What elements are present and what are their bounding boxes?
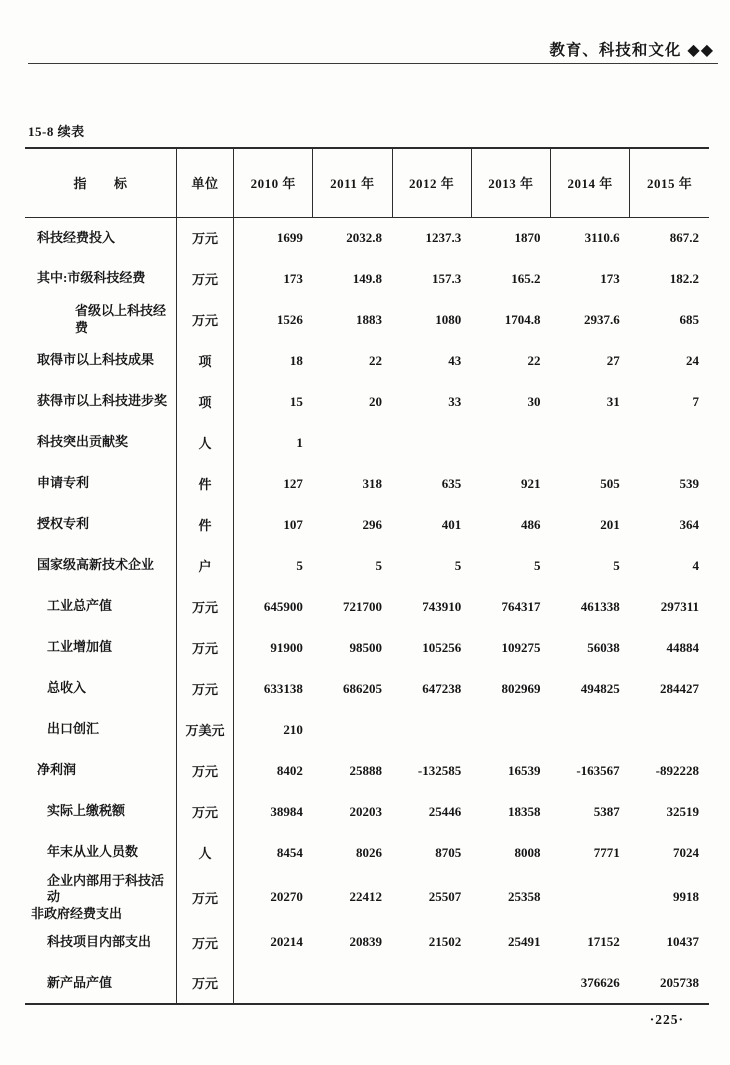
- value-cell: 20203: [349, 803, 383, 819]
- indicator-label-line1: 其中:市级科技经费: [37, 270, 146, 286]
- unit-cell: 万元: [176, 963, 233, 1004]
- table-row: [25, 381, 709, 422]
- table-row: [25, 922, 709, 963]
- value-cell: 8402: [276, 762, 303, 778]
- value-cell: 9918: [673, 889, 699, 905]
- value-cell: 1870: [514, 229, 541, 245]
- column-header-0: 指 标: [25, 148, 176, 217]
- table-row: [25, 545, 709, 586]
- value-cell: 7024: [673, 844, 699, 860]
- value-cell: [313, 422, 392, 463]
- value-cell: 7: [692, 393, 699, 409]
- table-header: [25, 148, 709, 217]
- value-cell: 5: [375, 557, 383, 573]
- value-cell: 20270: [270, 889, 303, 905]
- indicator-label-line1: 获得市以上科技进步奖: [37, 393, 168, 409]
- value-cell: 5: [454, 557, 462, 573]
- value-cell: 205738: [660, 974, 699, 990]
- indicator-label: [25, 586, 176, 627]
- value-cell: 635: [441, 475, 462, 491]
- indicator-label-line1: 年末从业人员数: [47, 844, 139, 860]
- value-cell: 43: [448, 352, 462, 368]
- value-cell: 5387: [593, 803, 620, 819]
- value-cell: 4: [692, 557, 699, 573]
- indicator-label-line1: 出口创汇: [47, 721, 100, 737]
- value-cell: 376626: [580, 974, 620, 990]
- indicator-label: [25, 922, 176, 963]
- indicator-label: [25, 217, 176, 258]
- column-header-6: 2014 年: [550, 148, 629, 217]
- value-cell: 802969: [501, 680, 541, 696]
- unit-cell: 件: [176, 504, 233, 545]
- value-cell: 647238: [422, 680, 462, 696]
- value-cell: 22412: [349, 889, 383, 905]
- running-head-title: 教育、科技和文化: [549, 42, 682, 59]
- value-cell: 25446: [428, 803, 462, 819]
- table-row: [25, 586, 709, 627]
- value-cell: 91900: [270, 639, 303, 655]
- indicator-label-line1: 申请专利: [37, 475, 90, 491]
- indicator-label: [25, 258, 176, 299]
- unit-cell: 人: [176, 832, 233, 873]
- value-cell: [392, 709, 471, 750]
- unit-cell: 万元: [176, 791, 233, 832]
- indicator-label-line1: 总收入: [47, 680, 87, 696]
- value-cell: 1704.8: [504, 311, 541, 327]
- value-cell: [471, 709, 550, 750]
- value-cell: 7771: [593, 844, 620, 860]
- unit-cell: 万元: [176, 668, 233, 709]
- value-cell: 201: [600, 516, 620, 532]
- value-cell: 107: [283, 516, 303, 532]
- value-cell: [392, 422, 471, 463]
- indicator-label-line1: 科技经费投入: [37, 229, 116, 245]
- indicator-label-line1: 省级以上科技经费: [75, 303, 167, 335]
- value-cell: 44884: [666, 639, 699, 655]
- value-cell: 25507: [428, 889, 462, 905]
- value-cell: 1699: [276, 229, 303, 245]
- unit-cell: 户: [176, 545, 233, 586]
- unit-cell: 人: [176, 422, 233, 463]
- value-cell: 173: [600, 270, 620, 286]
- unit-cell: 万元: [176, 873, 233, 922]
- indicator-label-line1: 科技项目内部支出: [47, 934, 152, 950]
- value-cell: 18358: [507, 803, 541, 819]
- value-cell: 5: [533, 557, 541, 573]
- indicator-label: [25, 750, 176, 791]
- value-cell: -132585: [417, 762, 462, 778]
- value-cell: [550, 873, 629, 922]
- indicator-label: [25, 832, 176, 873]
- value-cell: 1080: [435, 311, 462, 327]
- indicator-label-line1: 新产品产值: [47, 974, 113, 990]
- value-cell: 1883: [356, 311, 383, 327]
- running-head: [549, 38, 714, 60]
- indicator-label: [25, 504, 176, 545]
- indicator-label: [25, 627, 176, 668]
- value-cell: 30: [527, 393, 541, 409]
- table-row: [25, 340, 709, 381]
- indicator-label-line1: 科技突出贡献奖: [37, 434, 129, 450]
- value-cell: [471, 963, 550, 1004]
- table-row: [25, 463, 709, 504]
- indicator-label-line1: 工业总产值: [47, 598, 113, 614]
- table-row: [25, 422, 709, 463]
- indicator-label-line1: 工业增加值: [47, 639, 113, 655]
- unit-cell: 万元: [176, 627, 233, 668]
- value-cell: 20839: [349, 934, 383, 950]
- value-cell: 165.2: [511, 270, 541, 286]
- value-cell: 364: [679, 516, 699, 532]
- value-cell: [630, 422, 709, 463]
- table-row: [25, 668, 709, 709]
- indicator-label: [25, 873, 176, 922]
- value-cell: 486: [520, 516, 541, 532]
- table-row: [25, 709, 709, 750]
- value-cell: 5: [613, 557, 620, 573]
- value-cell: [630, 709, 709, 750]
- column-header-1: 单位: [176, 148, 233, 217]
- value-cell: 20: [369, 393, 383, 409]
- indicator-label-line1: 取得市以上科技成果: [37, 352, 155, 368]
- value-cell: 8705: [435, 844, 462, 860]
- value-cell: 31: [606, 393, 620, 409]
- value-cell: 8026: [356, 844, 383, 860]
- value-cell: 38984: [270, 803, 303, 819]
- value-cell: 109275: [501, 639, 541, 655]
- value-cell: 867.2: [669, 229, 699, 245]
- value-cell: [550, 422, 629, 463]
- table-row: [25, 873, 709, 922]
- value-cell: 127: [283, 475, 303, 491]
- unit-cell: 项: [176, 381, 233, 422]
- value-cell: [313, 709, 392, 750]
- value-cell: 157.3: [432, 270, 462, 286]
- value-cell: 33: [448, 393, 462, 409]
- indicator-label-line1: 净利润: [37, 762, 77, 778]
- indicator-label: [25, 299, 176, 340]
- value-cell: 56038: [587, 639, 620, 655]
- unit-cell: 万元: [176, 922, 233, 963]
- value-cell: -892228: [655, 762, 699, 778]
- value-cell: 764317: [501, 598, 541, 614]
- value-cell: 98500: [349, 639, 383, 655]
- value-cell: 505: [600, 475, 620, 491]
- column-header-3: 2011 年: [313, 148, 392, 217]
- indicator-label: [25, 463, 176, 504]
- value-cell: 645900: [263, 598, 303, 614]
- value-cell: 8008: [514, 844, 541, 860]
- value-cell: 284427: [660, 680, 699, 696]
- value-cell: 8454: [276, 844, 303, 860]
- value-cell: 539: [679, 475, 699, 491]
- value-cell: 5: [296, 557, 303, 573]
- table-row: [25, 258, 709, 299]
- table-row: [25, 750, 709, 791]
- indicator-label: [25, 340, 176, 381]
- value-cell: 2032.8: [346, 229, 383, 245]
- column-header-5: 2013 年: [471, 148, 550, 217]
- value-cell: 22: [369, 352, 383, 368]
- value-cell: 318: [362, 475, 383, 491]
- value-cell: [313, 963, 392, 1004]
- value-cell: 2937.6: [583, 311, 620, 327]
- value-cell: 15: [289, 393, 303, 409]
- value-cell: 182.2: [669, 270, 699, 286]
- column-header-4: 2012 年: [392, 148, 471, 217]
- indicator-label: [25, 422, 176, 463]
- unit-cell: 万元: [176, 586, 233, 627]
- value-cell: 297311: [660, 598, 699, 614]
- indicator-label-line1: 企业内部用于科技活动: [47, 873, 165, 905]
- diamond-marks-icon: ◆◆: [687, 42, 714, 59]
- value-cell: 20214: [270, 934, 303, 950]
- value-cell: 105256: [422, 639, 462, 655]
- indicator-label-line1: 授权专利: [37, 516, 90, 532]
- statistics-table: [25, 147, 709, 1005]
- indicator-label: [25, 791, 176, 832]
- unit-cell: 万元: [176, 299, 233, 340]
- table-row: [25, 832, 709, 873]
- unit-cell: 项: [176, 340, 233, 381]
- value-cell: 25358: [507, 889, 541, 905]
- value-cell: 685: [679, 311, 699, 327]
- value-cell: 1526: [276, 311, 303, 327]
- unit-cell: 件: [176, 463, 233, 504]
- value-cell: 686205: [343, 680, 383, 696]
- indicator-label: [25, 963, 176, 1004]
- value-cell: 17152: [587, 934, 620, 950]
- unit-cell: 万美元: [176, 709, 233, 750]
- value-cell: 21502: [428, 934, 462, 950]
- indicator-label: [25, 381, 176, 422]
- unit-cell: 万元: [176, 258, 233, 299]
- table-row: [25, 299, 709, 340]
- value-cell: 743910: [422, 598, 462, 614]
- column-header-2: 2010 年: [234, 148, 313, 217]
- table-row: [25, 217, 709, 258]
- value-cell: 173: [283, 270, 303, 286]
- table-caption: 15-8 续表: [28, 124, 85, 139]
- table-row: [25, 627, 709, 668]
- table-row: [25, 963, 709, 1004]
- value-cell: 24: [686, 352, 699, 368]
- table-header-row: [25, 148, 709, 217]
- indicator-label-line1: 国家级高新技术企业: [37, 557, 155, 573]
- value-cell: 16539: [507, 762, 541, 778]
- value-cell: 32519: [666, 803, 699, 819]
- value-cell: 3110.6: [584, 229, 620, 245]
- table-row: [25, 791, 709, 832]
- value-cell: -163567: [576, 762, 620, 778]
- indicator-label-line2: 非政府经费支出: [31, 905, 123, 921]
- value-cell: 296: [362, 516, 383, 532]
- value-cell: 25491: [507, 934, 541, 950]
- value-cell: 1237.3: [425, 229, 462, 245]
- value-cell: 10437: [666, 934, 699, 950]
- value-cell: 921: [520, 475, 541, 491]
- unit-cell: 万元: [176, 750, 233, 791]
- indicator-label: [25, 668, 176, 709]
- value-cell: [471, 422, 550, 463]
- value-cell: [392, 963, 471, 1004]
- header-rule: [28, 63, 718, 64]
- value-cell: [234, 963, 313, 1004]
- value-cell: 149.8: [352, 270, 383, 286]
- value-cell: 721700: [343, 598, 383, 614]
- value-cell: [550, 709, 629, 750]
- value-cell: 22: [527, 352, 541, 368]
- indicator-label-line1: 实际上缴税额: [47, 803, 126, 819]
- value-cell: 1: [296, 434, 303, 450]
- table-body: [25, 217, 709, 1004]
- value-cell: 494825: [580, 680, 620, 696]
- indicator-label: [25, 545, 176, 586]
- column-header-7: 2015 年: [630, 148, 709, 217]
- table-row: [25, 504, 709, 545]
- value-cell: 18: [289, 352, 303, 368]
- value-cell: 25888: [349, 762, 383, 778]
- value-cell: 461338: [580, 598, 620, 614]
- value-cell: 401: [441, 516, 462, 532]
- value-cell: 27: [606, 352, 620, 368]
- value-cell: 210: [283, 721, 303, 737]
- unit-cell: 万元: [176, 217, 233, 258]
- page-number: ·225·: [649, 1012, 684, 1027]
- indicator-label: [25, 709, 176, 750]
- value-cell: 633138: [263, 680, 303, 696]
